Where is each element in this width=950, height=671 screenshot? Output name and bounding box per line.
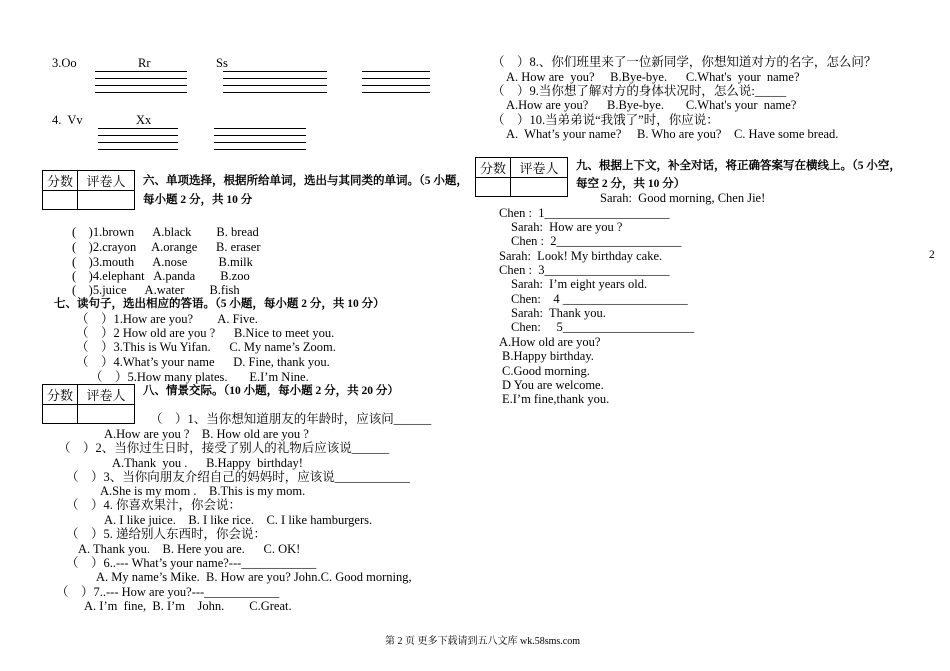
score-table-section6 [42, 170, 135, 210]
section8-line: （ ）6..--- What’s your name?---____________ [66, 556, 317, 570]
section8-line: （ ）7..--- How are you?---____________ [56, 585, 280, 599]
option-item: A.How old are you? [499, 335, 601, 349]
section6-title-line1: 六、单项选择，根据所给单词，选出与其同类的单词。（5 小题， [143, 175, 468, 187]
section8-line: A.How are you ? B. How old are you ? [104, 427, 309, 441]
section8-line: （ ）2、当你过生日时，接受了别人的礼物后应该说______ [58, 441, 390, 455]
option-item: D You are welcome. [502, 378, 604, 392]
section6-title-line2: 每小题 2 分，共 10 分 [143, 194, 253, 206]
section9-title-line1: 九、根据上下文，补全对话，将正确答案写在横线上。（5 小空， [576, 160, 901, 172]
dialogue-line: Sarah: Look! My birthday cake. [499, 249, 663, 263]
dialogue-line: Sarah: How are you ? [511, 220, 623, 234]
section9-title-line2: 每空 2 分，共 10 分） [576, 178, 686, 190]
section8-line: （ ）9.当你想了解对方的身体状况时，怎么说:_____ [492, 84, 787, 98]
section8-line: （ ）10.当弟弟说“我饿了”时，你应说： [492, 113, 719, 127]
dialogue-line: Sarah: Good morning, Chen Jie! [600, 191, 766, 205]
letters-row3-m1: Rr [138, 56, 151, 70]
section8-title: 八、情景交际。（10 小题，每小题 2 分，共 20 分） [143, 385, 399, 397]
score-cell[interactable] [476, 178, 511, 197]
letters-row4-m1: Xx [136, 113, 152, 127]
dialogue-line: Chen : 2____________________ [511, 234, 682, 248]
grader-cell[interactable] [511, 178, 568, 197]
section8-line: （ ）1、当你想知道朋友的年龄时，应该问______ [150, 412, 432, 426]
option-item: B.Happy birthday. [502, 349, 594, 363]
letters-row4-label: 4. Vv [52, 113, 83, 127]
section7-item: （ ）2 How old are you ? B.Nice to meet you. [76, 326, 335, 340]
score-table-section8 [42, 384, 135, 424]
option-item: E.I’m fine,thank you. [502, 392, 610, 406]
section8-line: （ ）4. 你喜欢果汁，你会说： [66, 498, 242, 512]
section6-item: ( )2.crayon A.orange B. eraser [72, 240, 261, 254]
dialogue-line: Chen : 3____________________ [499, 263, 670, 277]
dialogue-line: Chen: 4 ____________________ [511, 292, 688, 306]
grader-label: 评卷人 [78, 171, 135, 191]
dialogue-line: Chen: 5_____________________ [511, 320, 694, 334]
grader-cell[interactable] [78, 191, 135, 210]
score-label: 分数 [476, 158, 511, 178]
section7-item: （ ）1.How are you? A. Five. [76, 312, 258, 326]
section8-line: A.She is my mom . B.This is my mom. [100, 484, 306, 498]
section8-line: A.How are you? B.Bye-bye. C.What's your name? [506, 98, 797, 112]
section8-line: A. How are you? B.Bye-bye. C.What's your name? [506, 70, 800, 84]
score-cell[interactable] [43, 191, 78, 210]
margin-page-number: 2 [929, 249, 935, 261]
dialogue-line: Sarah: I’m eight years old. [511, 277, 648, 291]
section6-item: ( )1.brown A.black B. bread [72, 225, 259, 239]
section8-line: A. Thank you. B. Here you are. C. OK! [78, 542, 301, 556]
section8-line: A. What’s your name? B. Who are you? C. Have some bread. [506, 127, 839, 141]
section7-item: （ ）3.This is Wu Yifan. C. My name’s Zoom. [76, 340, 336, 354]
grader-cell[interactable] [78, 405, 135, 424]
section7-item: （ ）5.How many plates. E.I’m Nine. [90, 370, 309, 384]
score-cell[interactable] [43, 405, 78, 424]
section8-line: A. I like juice. B. I like rice. C. I like hamburgers. [104, 513, 373, 527]
dialogue-line: Sarah: Thank you. [511, 306, 606, 320]
score-label: 分数 [43, 171, 78, 191]
section8-line: A.Thank you . B.Happy birthday! [112, 456, 303, 470]
page-footer: 第 2 页 更多下载请到五八文库 wk.58sms.com [385, 636, 580, 647]
option-item: C.Good morning. [502, 364, 590, 378]
section6-item: ( )3.mouth A.nose B.milk [72, 255, 253, 269]
score-table-section9 [475, 157, 568, 197]
section8-line: （ ）5. 递给别人东西时，你会说： [66, 527, 267, 541]
section7-title: 七、读句子，选出相应的答语。（5 小题，每小题 2 分，共 10 分） [54, 298, 385, 310]
grader-label: 评卷人 [511, 158, 568, 178]
dialogue-line: Chen : 1____________________ [499, 206, 670, 220]
letters-row3-m2: Ss [216, 56, 228, 70]
section8-line: A. I’m fine, B. I’m John. C.Great. [84, 599, 292, 613]
section8-line: （ ）8.、你们班里来了一位新同学，你想知道对方的名字，怎么问？ [492, 55, 877, 69]
section7-item: （ ）4.What’s your name D. Fine, thank you. [76, 355, 330, 369]
letters-row3-label: 3.Oo [52, 56, 77, 70]
grader-label: 评卷人 [78, 385, 135, 405]
section8-line: （ ）3、当你向朋友介绍自己的妈妈时，应该说____________ [66, 470, 410, 484]
section6-item: ( )5.juice A.water B.fish [72, 283, 240, 297]
score-label: 分数 [43, 385, 78, 405]
section8-line: A. My name’s Mike. B. How are you? John.C. Good morning, [96, 570, 412, 584]
section6-item: ( )4.elephant A.panda B.zoo [72, 269, 250, 283]
